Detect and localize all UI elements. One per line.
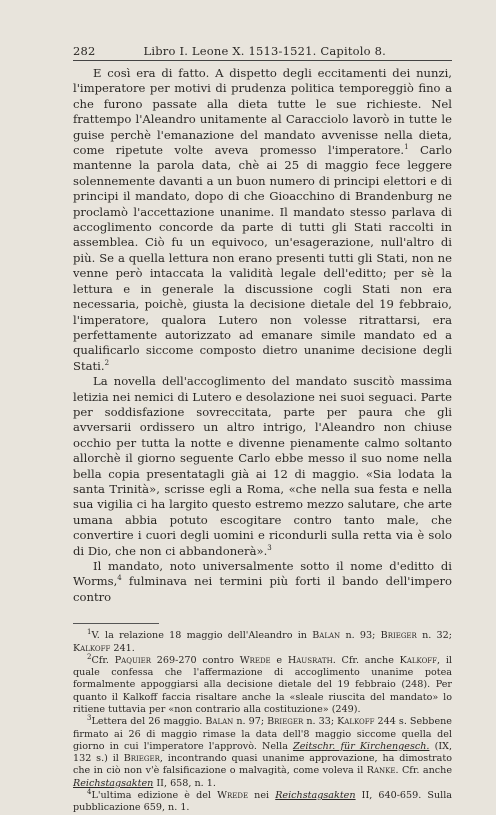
paragraph-3: Il mandato, noto universalmente sotto il nome d'editto di Worms,$^4$ fulminava nei termini più forti il bando dell'impero contro	[73, 559, 452, 604]
footnote-ref: 3	[267, 543, 272, 552]
main-text	[73, 66, 452, 605]
footnote-ref: 2	[104, 358, 110, 367]
paragraph-2: La novella dell'accoglimento del mandato suscitò massima letizia nei nemici di Lutero e desolazione nei suoi seguaci. Parte per soddisfazione sovreccitata, parte per paura che gli avversarii ordissero un altro intrigo, l'Aleandro non chiuse occhio per tutta la notte e divenne pienamente calmo soltanto allorchè il giorno seguente Carlo ebbe messo il suo nome nella bella copia presentatagli già ai 12 di maggio. «Sia lodata la santa Trinità», scrisse egli a Roma, «che nella sua festa e nella sua vigilia ci ha largito questo estremo mezzo salutare, che arte umana abbia potuto escogitare contro tanto male, che convertire i cuori degli uomini e ricondurli sulla retta via è solo di Dio, che non ci abbandonerà».$^3$	[73, 374, 452, 558]
footnote-ref: 4	[117, 574, 122, 583]
footnotes	[73, 630, 452, 814]
footnote-2: $^2$Cfr. Paquier 269-270 contro Wrede e Hausrath. Cfr. anche Kalkoff, il quale confessa che l'affermazione di accoglimento unanime potea formalmente appoggiarsi alla decisione dietale del 19 febbraio (248). Per quanto il Kalkoff faccia risaltare anche la «sleale riuscita del mandato» lo ritiene tuttavia per «non contrario alla costituzione» (249).	[73, 652, 452, 715]
running-title: Libro I. Leone X. 1513-1521. Capitolo 8.	[143, 44, 387, 58]
page-number: 282	[73, 44, 96, 58]
footnote-3: $^3$Lettera del 26 maggio. Balan n. 97; Brieger n. 33; Kalkoff 244 s. Sebbene firmato ai 26 di maggio rimase la data dell'8 maggio siccome quella del giorno in cui l'imperatore l'approvò. Nella Zeitschr. für Kirchengesch. (IX, 132 s.) il Brieger, incontrando quasi unanime approvazione, ha dimostrato che in ciò non v'è falsificazione o malvagità, come voleva il Ranke. Cfr. anche Reichstagsakten II, 658, n. 1.	[73, 714, 452, 789]
paragraph-1: E così era di fatto. A dispetto degli eccitamenti dei nunzi, l'imperatore per motivi di prudenza politica temporeggiò fino a che furono passate alla dieta tutte le sue richieste. Nel frattempo l'Aleandro unitamente al Caracciolo lavorò in tutte le guise perchè l'emanazione del mandato avvenisse nella dieta, come ripetute volte aveva promesso l'imperatore.$^1$ Carlo mantenne la parola data, chè ai 25 di maggio fece leggere solennemente davanti a un buon numero di principi elettori e di principi il mandato, dopo di che Gioacchino di Brandenburg ne proclamò l'accettazione unanime. Il mandato stesso parlava di accoglimento concorde da parte di tutti gli Stati raccolti in assemblea. Ciò fu un equivoco, un'esagerazione, null'altro di più. Se a quella lettura non erano presenti tutti gli Stati, non ne venne però intaccata la validità legale dell'editto; per sè la lettura e in generale la discussione cogli Stati non era necessaria, poichè, giusta la decisione dietale del 19 febbraio, l'imperatore, qualora Lutero non volesse ritrattarsi, era perfettamente autorizzato ad emanare simile mandato ed a qualificarlo siccome composto dietro unanime decisione degli Stati.$^2$	[73, 66, 452, 373]
header-rule	[73, 60, 452, 61]
footnote-4: $^4$L'ultima edizione è del Wrede nei Reichstagsakten II, 640-659. Sulla pubblicazione 659, n. 1.	[73, 787, 453, 814]
footnote-1: $^1$V. la relazione 18 maggio dell'Aleandro in Balan n. 93; Brieger n. 32; Kalkoff 241.	[73, 628, 452, 654]
running-header	[73, 44, 452, 58]
footnote-ref: 1	[404, 143, 409, 152]
footnote-rule	[73, 623, 159, 624]
